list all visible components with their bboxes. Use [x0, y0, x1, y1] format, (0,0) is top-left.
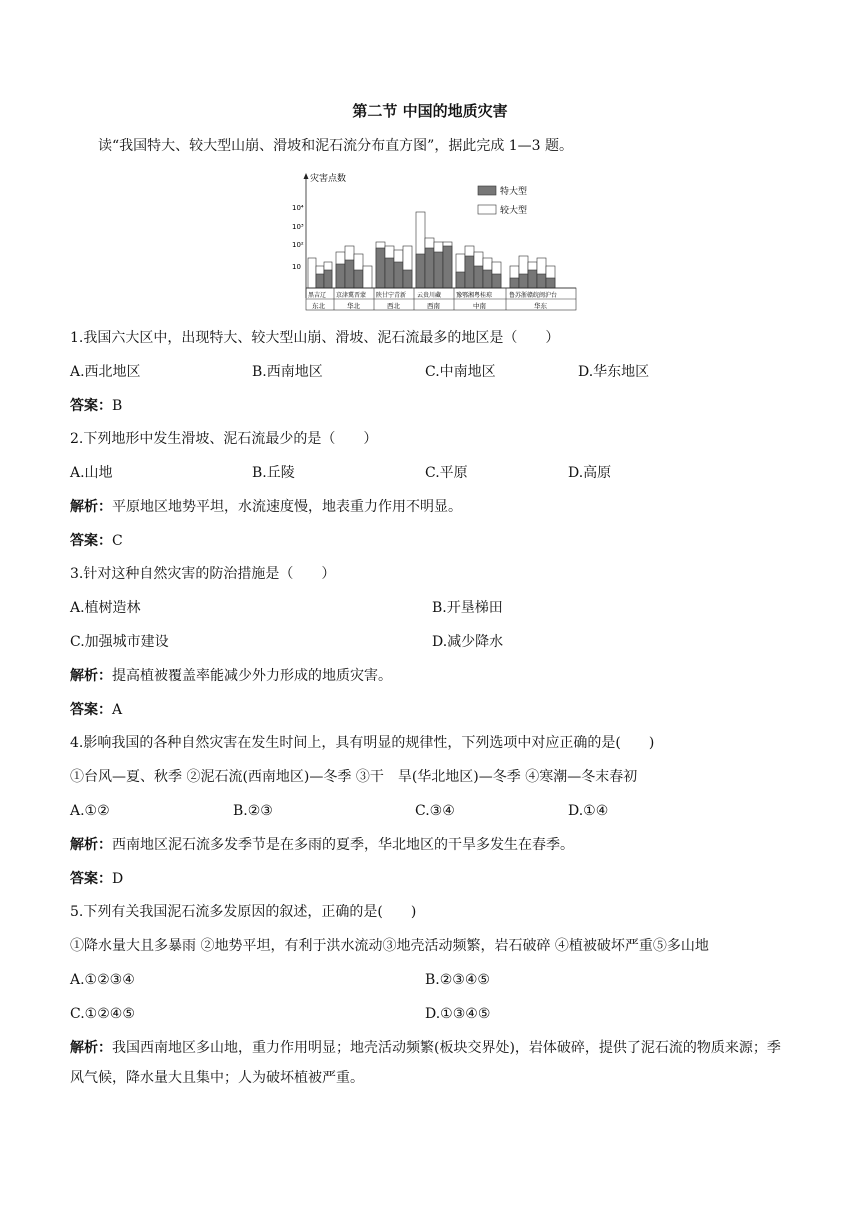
q1-option-d: D.华东地区 [578, 364, 650, 380]
q3-option-b: B.开垦梯田 [432, 600, 503, 616]
q2-option-d: D.高原 [568, 465, 612, 481]
q3-analysis [70, 666, 392, 686]
bar-special [519, 274, 528, 288]
answer-label: 答案： [70, 702, 112, 718]
bar-special [456, 272, 465, 288]
bar-special [416, 254, 425, 288]
y-tick-label: 10 [292, 263, 301, 271]
province-label: 陕甘宁青新 [376, 292, 407, 299]
q1-option-a: A.西北地区 [70, 364, 141, 380]
bar-special [316, 274, 324, 288]
q4-option-c: C.③④ [415, 803, 455, 819]
bar-special [376, 248, 385, 288]
bar-special [394, 262, 403, 288]
y-tick-label: 10³ [292, 223, 304, 231]
question-5-stem: 5.下列有关我国泥石流多发原因的叙述，正确的是( ) [70, 904, 417, 920]
q3-answer [70, 700, 122, 720]
y-axis-arrow [304, 173, 309, 179]
question-3-stem: 3.针对这种自然灾害的防治措施是（ ） [70, 566, 336, 582]
question-4-stem: 4.影响我国的各种自然灾害在发生时间上，具有明显的规律性，下列选项中对应正确的是( ) [70, 735, 655, 751]
region-label: 西北 [387, 302, 400, 310]
legend-swatch-large [478, 205, 496, 214]
region-label: 华北 [347, 302, 360, 310]
q4-analysis [70, 835, 574, 855]
bar-special [483, 270, 492, 288]
legend-label-special: 特大型 [500, 187, 528, 197]
q2-option-c: C.平原 [425, 465, 468, 481]
analysis-label: 解析： [70, 668, 112, 684]
analysis-label: 解析： [70, 499, 112, 515]
bar-special [510, 278, 519, 288]
bar-large [363, 266, 372, 288]
bar-special [537, 274, 546, 288]
bar-special [336, 264, 345, 288]
page-title: 第二节 中国的地质灾害 [352, 102, 508, 120]
answer-label: 答案： [70, 398, 112, 414]
intro-text: 读“我国特大、较大型山崩、滑坡和泥石流分布直方图”，据此完成 1—3 题。 [98, 138, 574, 154]
bar-special [474, 266, 483, 288]
bar-special [385, 258, 394, 288]
bar-special [528, 270, 537, 288]
bar-large [308, 258, 316, 288]
q4-answer [70, 869, 123, 889]
region-label: 东北 [312, 302, 325, 310]
region-label: 中南 [473, 302, 486, 310]
q5-analysis [70, 1033, 790, 1093]
q4-option-d: D.①④ [568, 803, 609, 819]
q2-answer [70, 531, 123, 551]
q3-option-c: C.加强城市建设 [70, 634, 169, 650]
disaster-histogram [292, 170, 582, 312]
q2-option-b: B.丘陵 [252, 465, 295, 481]
answer-value: A [112, 702, 123, 718]
q5-option-d: D.①③④⑤ [425, 1006, 491, 1022]
province-label: 云贵川藏 [417, 292, 442, 299]
legend-label-large: 较大型 [500, 206, 528, 216]
bar-special [492, 274, 501, 288]
analysis-text: 平原地区地势平坦，水流速度慢，地表重力作用不明显。 [112, 499, 462, 515]
q4-option-b: B.②③ [233, 803, 273, 819]
bar-special [443, 246, 452, 288]
q3-option-a: A.植树造林 [70, 600, 141, 616]
analysis-label: 解析： [70, 837, 112, 853]
q2-analysis [70, 497, 462, 517]
question-4-items: ①台风—夏、秋季 ②泥石流(西南地区)—冬季 ③干 旱(华北地区)—冬季 ④寒潮—冬末春初 [70, 769, 638, 785]
analysis-label: 解析： [70, 1040, 112, 1056]
analysis-text: 西南地区泥石流多发季节是在多雨的夏季，华北地区的干旱多发生在春季。 [112, 837, 574, 853]
province-label: 豫鄂湘粤桂琼 [456, 292, 493, 299]
bar-special [354, 270, 363, 288]
bar-special [324, 270, 332, 288]
q3-option-d: D.减少降水 [432, 634, 504, 650]
bar-special [345, 260, 354, 288]
region-label: 华东 [534, 302, 547, 310]
y-axis-label: 灾害点数 [310, 174, 347, 184]
q1-option-b: B.西南地区 [252, 364, 323, 380]
q1-option-c: C.中南地区 [425, 364, 496, 380]
answer-value: C [112, 533, 123, 549]
q4-option-a: A.①② [70, 803, 110, 819]
bar-special [546, 278, 555, 288]
q2-option-a: A.山地 [70, 465, 113, 481]
question-1-stem: 1.我国六大区中，出现特大、较大型山崩、滑坡、泥石流最多的地区是（ ） [70, 330, 560, 346]
bar-special [465, 256, 474, 288]
y-tick-label: 10² [292, 241, 304, 249]
province-label: 鲁苏浙赣皖闽沪台 [509, 292, 558, 299]
y-tick-label: 10⁴ [292, 204, 304, 212]
question-2-stem: 2.下列地形中发生滑坡、泥石流最少的是（ ） [70, 431, 378, 447]
answer-label: 答案： [70, 871, 112, 887]
bar-special [403, 270, 412, 288]
q5-option-c: C.①②④⑤ [70, 1006, 135, 1022]
province-label: 黑吉辽 [308, 292, 327, 299]
region-label: 西南 [427, 302, 440, 310]
bar-special [434, 252, 443, 288]
analysis-text: 我国西南地区多山地，重力作用明显；地壳活动频繁(板块交界处)，岩体破碎，提供了泥石流的物质来源；季风气候，降水量大且集中；人为破坏植被严重。 [70, 1040, 781, 1086]
q1-answer [70, 396, 122, 416]
analysis-text: 提高植被覆盖率能减少外力形成的地质灾害。 [112, 668, 392, 684]
q5-option-a: A.①②③④ [70, 972, 135, 988]
answer-label: 答案： [70, 533, 112, 549]
answer-value: B [112, 398, 123, 414]
question-5-items: ①降水量大且多暴雨 ②地势平坦，有利于洪水流动③地壳活动频繁，岩石破碎 ④植被破坏严重⑤多山地 [70, 938, 709, 954]
answer-value: D [112, 871, 124, 887]
legend-swatch-special [478, 186, 496, 195]
bar-special [425, 248, 434, 288]
province-label: 京津冀晋蒙 [336, 292, 367, 299]
q5-option-b: B.②③④⑤ [425, 972, 490, 988]
